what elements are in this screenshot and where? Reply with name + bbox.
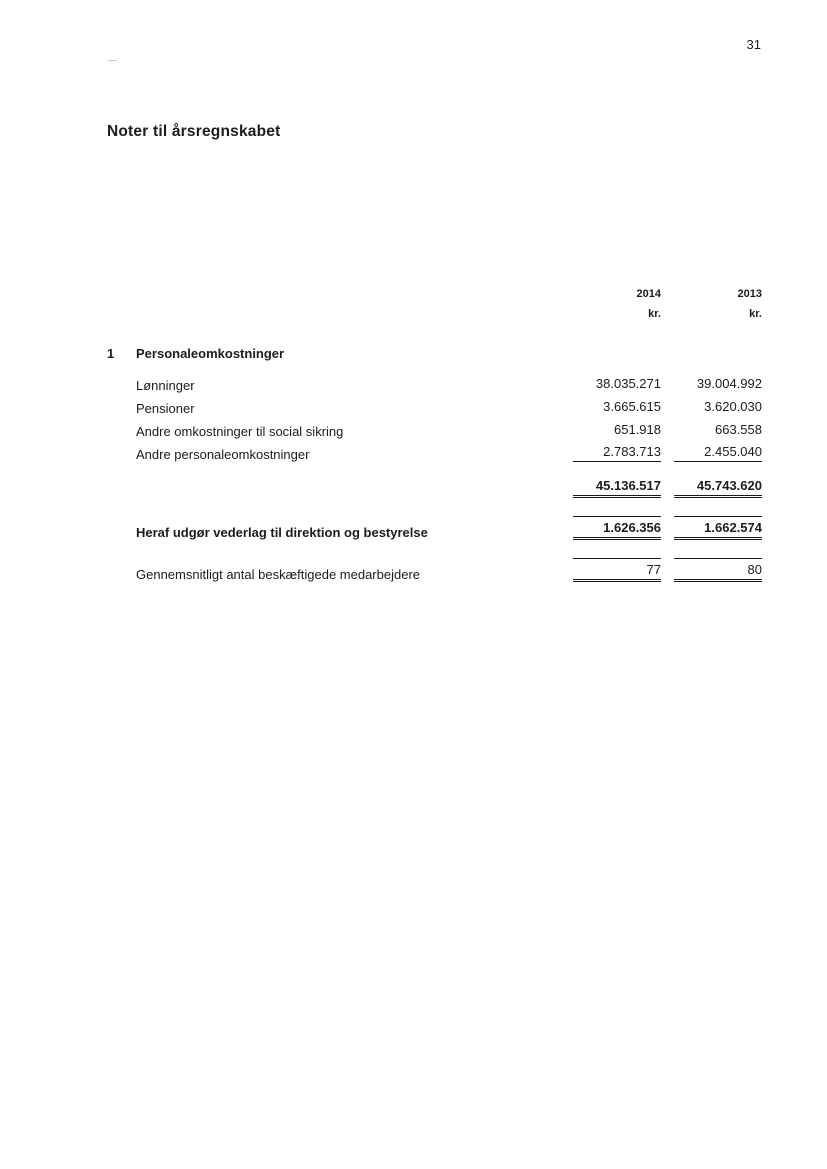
note-title-row [107,346,762,370]
page-title: Noter til årsregnskabet [107,123,281,140]
value-2013: 663.558 [715,422,762,437]
total-row [107,476,762,498]
value-2014: 2.783.713 [573,444,661,462]
value-2014: 77 [573,558,661,582]
stray-scan-mark [108,60,117,61]
value-2013: 80 [674,558,762,582]
table-row [107,416,762,439]
row-label: Lønninger [136,378,195,393]
row-label: Gennemsnitligt antal beskæftigede medarbejdere [136,567,421,582]
value-2013: 1.662.574 [674,516,762,540]
column-header-2013: 2013 [737,288,762,300]
row-label: Heraf udgør vederlag til direktion og bestyrelse [136,525,428,540]
table-row [107,393,762,416]
value-2013: 3.620.030 [704,399,762,414]
table-row [107,370,762,393]
average-employees-row [107,560,762,582]
row-label: Andre omkostninger til social sikring [136,424,344,439]
value-2014: 651.918 [614,422,661,437]
column-header-years [107,280,762,300]
row-label: Pensioner [136,401,195,416]
page-number: 31 [746,37,761,52]
management-remuneration-row [107,518,762,540]
note-number: 1 [107,346,115,361]
note-title: Personaleomkostninger [136,346,285,361]
row-label: Andre personaleomkostninger [136,447,310,462]
value-2014: 3.665.615 [603,399,661,414]
value-2013: 39.004.992 [696,376,762,391]
unit-label-2013: kr. [749,308,762,320]
value-2013: 2.455.040 [674,444,762,462]
value-2014: 1.626.356 [573,516,661,540]
column-header-2014: 2014 [636,288,661,300]
total-value-2013: 45.743.620 [674,478,762,498]
total-value-2014: 45.136.517 [573,478,661,498]
note-table [107,280,762,582]
table-row [107,439,762,462]
value-2014: 38.035.271 [595,376,661,391]
column-header-units [107,300,762,320]
unit-label-2014: kr. [648,308,661,320]
